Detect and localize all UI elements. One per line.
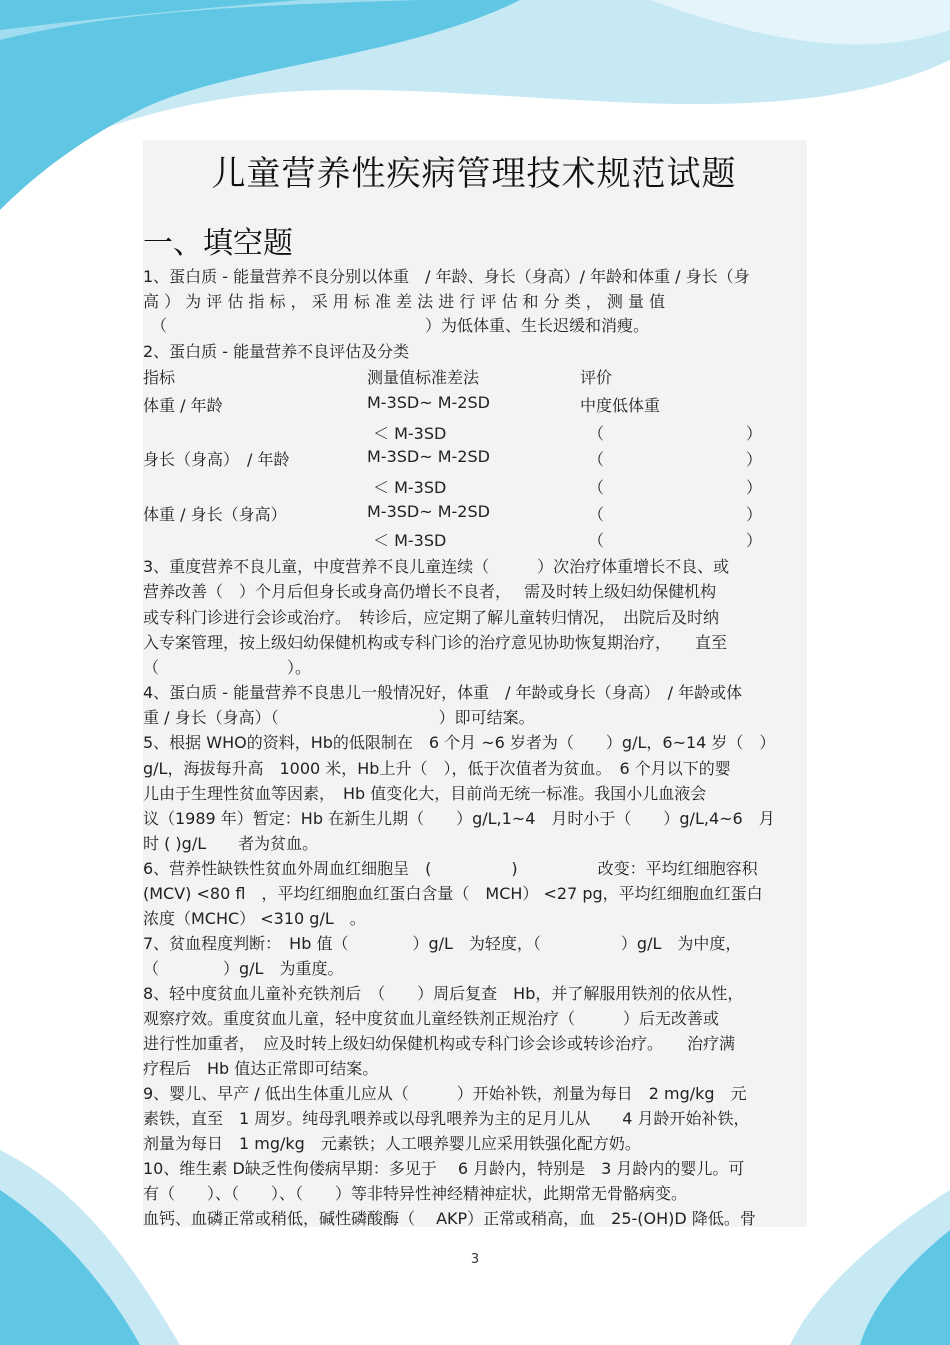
table-row-blank-open: （	[588, 424, 605, 443]
table-header-rating: 评价	[580, 368, 613, 387]
q1-line-2: 高 ） 为 评 估 指 标 ， 采 用 标 准 差 法 进 行 评 估 和 分 类 ， 测 量 值	[143, 292, 666, 311]
paragraph-line: 或专科门诊进行会诊或治疗。 转诊后，应定期了解儿童转归情况， 出院后及时纳	[143, 608, 720, 627]
paragraph-line: 进行性加重者， 应及时转上级妇幼保健机构或专科门诊会诊或转诊治疗。 治疗满	[143, 1034, 736, 1053]
table-row-index: 身长（身高） / 年龄	[143, 450, 290, 469]
table-row-blank-close: ）	[746, 531, 763, 550]
q1-line-3: ）为低体重、生长迟缓和消瘦。	[425, 316, 650, 335]
section-heading: 一、填空题	[143, 226, 293, 261]
table-row-blank-close: ）	[746, 450, 763, 469]
q1-line-1: 1、蛋白质 - 能量营养不良分别以体重 / 年龄、身长（身高）/ 年龄和体重 / 身长（身	[143, 267, 750, 286]
table-row-blank-open: （	[588, 478, 605, 497]
paragraph-line: 血钙、血磷正常或稍低，碱性磷酸酶（ AKP）正常或稍高，血 25-(OH)D 降低。骨	[143, 1209, 756, 1228]
paragraph-line: 议（1989 年）暂定：Hb 在新生儿期（ ）g/L,1~4 月时小于（ ）g/L,4~6 月	[143, 809, 775, 828]
paragraph-line: 3、重度营养不良儿童，中度营养不良儿童连续（ ）次治疗体重增长不良、或	[143, 557, 730, 576]
paragraph-line: 疗程后 Hb 值达正常即可结案。	[143, 1059, 379, 1078]
table-row-blank-close: ）	[746, 478, 763, 497]
table-row-blank-close: ）	[746, 505, 763, 524]
paragraph-line: （ ）。	[143, 658, 312, 677]
table-header-method: 测量值标准差法	[367, 368, 480, 387]
table-row-range: M-3SD~ M-2SD	[367, 393, 490, 412]
paragraph-line: 有（ ）、（ ）、（ ）等非特异性神经精神症状，此期常无骨骼病变。	[143, 1184, 688, 1203]
paragraph-line: 5、根据 WHO的资料，Hb的低限制在 6 个月 ~6 岁者为（ ）g/L，6~14 岁（ ）	[143, 733, 776, 752]
paragraph-line: 时 ( )g/L 者为贫血。	[143, 834, 319, 853]
table-row-blank-open: （	[588, 531, 605, 550]
paragraph-line: 8、轻中度贫血儿童补充铁剂后 （ ）周后复查 Hb，并了解服用铁剂的依从性，	[143, 984, 744, 1003]
table-row-range: M-3SD~ M-2SD	[367, 447, 490, 466]
paragraph-line: 浓度（MCHC） <310 g/L 。	[143, 909, 366, 928]
table-row-range: M-3SD~ M-2SD	[367, 502, 490, 521]
paragraph-line: 重 / 身长（身高）（ ）即可结案。	[143, 708, 535, 727]
table-row-range: ＜ M-3SD	[373, 424, 447, 443]
paragraph-line: 剂量为每日 1 mg/kg 元素铁；人工喂养婴儿应采用铁强化配方奶。	[143, 1134, 641, 1153]
paragraph-line: 素铁，直至 1 周岁。纯母乳喂养或以母乳喂养为主的足月儿从 4 月龄开始补铁，	[143, 1109, 750, 1128]
table-row-index: 体重 / 年龄	[143, 396, 223, 415]
table-row-blank-close: ）	[746, 424, 763, 443]
table-row-index: 体重 / 身长（身高）	[143, 505, 287, 524]
paragraph-line: 6、营养性缺铁性贫血外周血红细胞呈 ( ) 改变：平均红细胞容积	[143, 859, 758, 878]
paragraph-line: （ ）g/L 为重度。	[143, 959, 344, 978]
paragraph-line: 观察疗效。重度贫血儿童，轻中度贫血儿童经铁剂正规治疗（ ）后无改善或	[143, 1009, 720, 1028]
paragraph-line: g/L，海拔每升高 1000 米，Hb上升（ ），低于次值者为贫血。 6 个月以下的婴	[143, 759, 731, 778]
paragraph-line: 营养改善（ ）个月后但身长或身高仍增长不良者， 需及时转上级妇幼保健机构	[143, 582, 717, 601]
table-row-range: ＜ M-3SD	[373, 478, 447, 497]
paragraph-line: 儿由于生理性贫血等因素， Hb 值变化大，目前尚无统一标准。我国小儿血液会	[143, 784, 707, 803]
table-row-range: ＜ M-3SD	[373, 531, 447, 550]
paragraph-line: (MCV) <80 fl ，平均红细胞血红蛋白含量（ MCH） <27 pg，平均红细胞血红蛋白	[143, 884, 763, 903]
q1-line-3-open: （	[151, 316, 168, 335]
table-header-index: 指标	[143, 368, 176, 387]
q2-heading: 2、蛋白质 - 能量营养不良评估及分类	[143, 342, 410, 361]
table-row-blank-open: （	[588, 450, 605, 469]
paragraph-line: 9、婴儿、早产 / 低出生体重儿应从（ ）开始补铁，剂量为每日 2 mg/kg 元	[143, 1084, 747, 1103]
paragraph-line: 10、维生素 D缺乏性佝偻病早期：多见于 6 月龄内，特别是 3 月龄内的婴儿。可	[143, 1159, 745, 1178]
table-row-blank-open: （	[588, 505, 605, 524]
paragraph-line: 入专案管理，按上级妇幼保健机构或专科门诊的治疗意见协助恢复期治疗， 直至	[143, 633, 728, 652]
paragraph-line: 4、蛋白质 - 能量营养不良患儿一般情况好，体重 / 年龄或身长（身高） / 年龄或体	[143, 683, 743, 702]
page-number: 3	[470, 1252, 480, 1267]
paragraph-line: 7、贫血程度判断： Hb 值（ ）g/L 为轻度，（ ）g/L 为中度，	[143, 934, 742, 953]
table-row-rating: 中度低体重	[580, 396, 661, 415]
document-title: 儿童营养性疾病管理技术规范试题	[211, 154, 737, 194]
